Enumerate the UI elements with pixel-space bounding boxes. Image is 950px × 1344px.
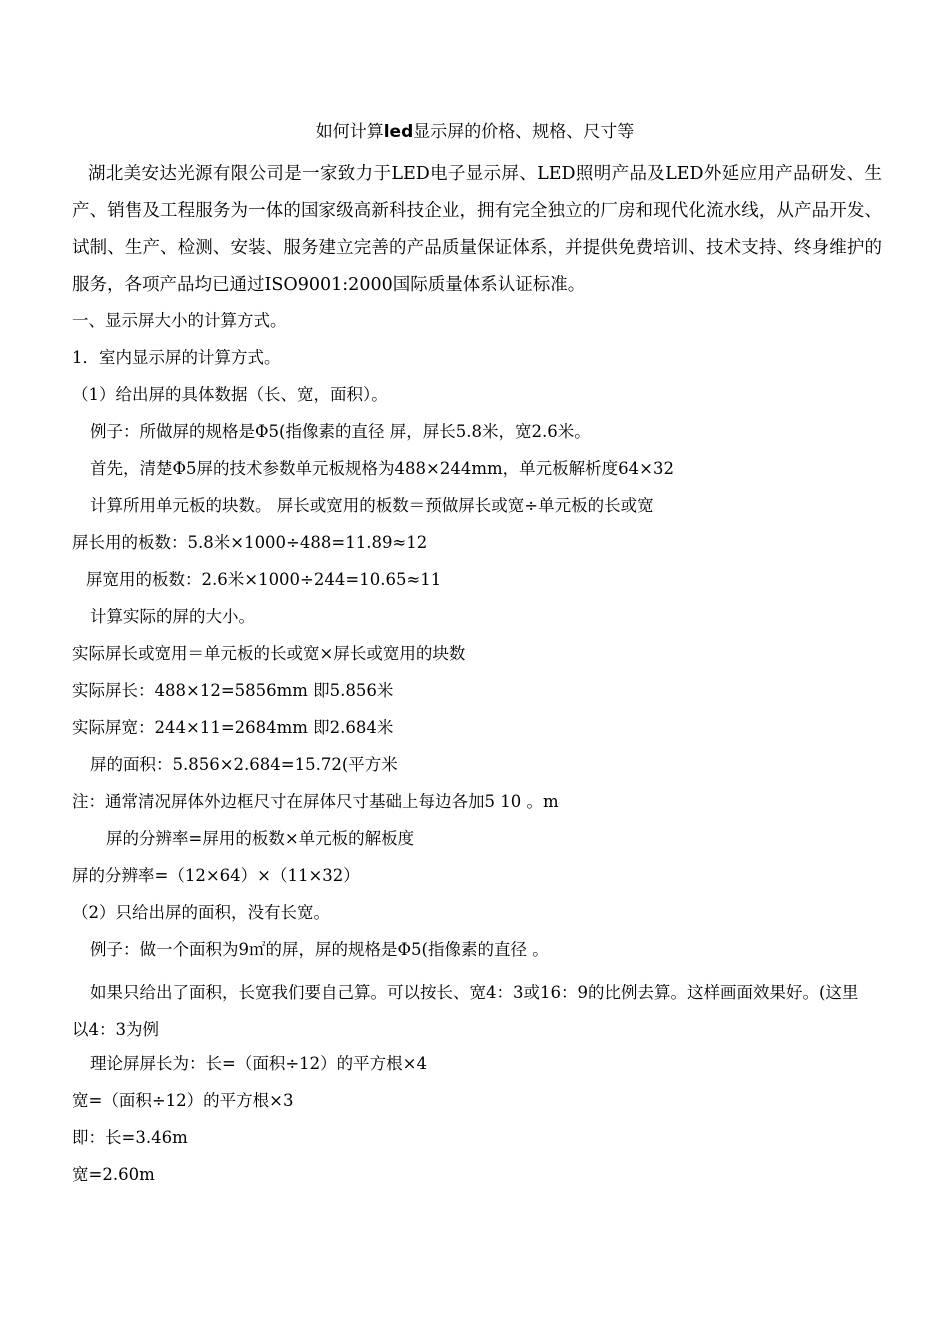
- ratio-paragraph: 如果只给出了面积，长宽我们要自己算。可以按长、宽4：3或16：9的比例去算。这样画面效果好。(这里以4：3为例: [72, 983, 859, 1039]
- title-bold: led: [383, 122, 414, 142]
- result-width-line: 宽=2.60m: [72, 1165, 155, 1184]
- actual-length-line: 实际屏长：488×12=5856mm 即5.856米: [72, 681, 394, 700]
- section-heading: 一、显示屏大小的计算方式。: [72, 311, 287, 330]
- resolution-line: 屏的分辨率=（12×64）×（11×32）: [72, 866, 360, 885]
- spec-line: 首先，清楚Φ5屏的技术参数单元板规格为488×244mm，单元板解析度64×32: [90, 459, 674, 478]
- note-line: 注：通常清况屏体外边框尺寸在屏体尺寸基础上每边各加5 10 。m: [72, 792, 559, 811]
- actual-width-line: 实际屏宽：244×11=2684mm 即2.684米: [72, 718, 394, 737]
- title-prefix: 如何计算: [315, 122, 384, 142]
- length-boards-line: 屏长用的板数：5.8米×1000÷488=11.89≈12: [72, 533, 428, 552]
- example-line-2: 例子：做一个面积为9㎡的屏，屏的规格是Φ5(指像素的直径 。: [90, 940, 549, 959]
- document-title: [0, 120, 950, 144]
- title-suffix: 显示屏的价格、规格、尺寸等: [413, 122, 635, 142]
- theory-width-line: 宽=（面积÷12）的平方根×3: [72, 1091, 294, 1110]
- result-length-line: 即：长=3.46m: [72, 1128, 188, 1147]
- theory-length-line: 理论屏屏长为：长=（面积÷12）的平方根×4: [90, 1054, 427, 1073]
- case-heading: （1）给出屏的具体数据（长、宽，面积）。: [72, 385, 388, 404]
- example-line: 例子：所做屏的规格是Φ5(指像素的直径 屏，屏长5.8米，宽2.6米。: [90, 422, 591, 441]
- actual-size-heading: 计算实际的屏的大小。: [90, 607, 255, 626]
- intro-paragraph: 湖北美安达光源有限公司是一家致力于LED电子显示屏、LED照明产品及LED外延应用产品研发、生产、销售及工程服务为一体的国家级高新科技企业，拥有完全独立的厂房和现代化流水线，从产品开发、试制、生产、检测、安装、服务建立完善的产品质量保证体系，并提供免费培训、技术支持、终身维护的服务，各项产品均已通过ISO9001:2000国际质量体系认证标准。: [72, 164, 882, 295]
- subsection-heading: 1．室内显示屏的计算方式。: [72, 348, 281, 367]
- actual-size-formula: 实际屏长或宽用＝单元板的长或宽×屏长或宽用的块数: [72, 644, 466, 663]
- width-boards-line: 屏宽用的板数：2.6米×1000÷244=10.65≈11: [86, 570, 442, 589]
- area-line: 屏的面积：5.856×2.684=15.72(平方米: [90, 755, 398, 774]
- board-count-formula: 计算所用单元板的块数。 屏长或宽用的板数＝预做屏长或宽÷单元板的长或宽: [90, 496, 654, 515]
- resolution-formula: 屏的分辨率=屏用的板数×单元板的解板度: [106, 829, 415, 848]
- case-heading-2: （2）只给出屏的面积，没有长宽。: [72, 903, 330, 922]
